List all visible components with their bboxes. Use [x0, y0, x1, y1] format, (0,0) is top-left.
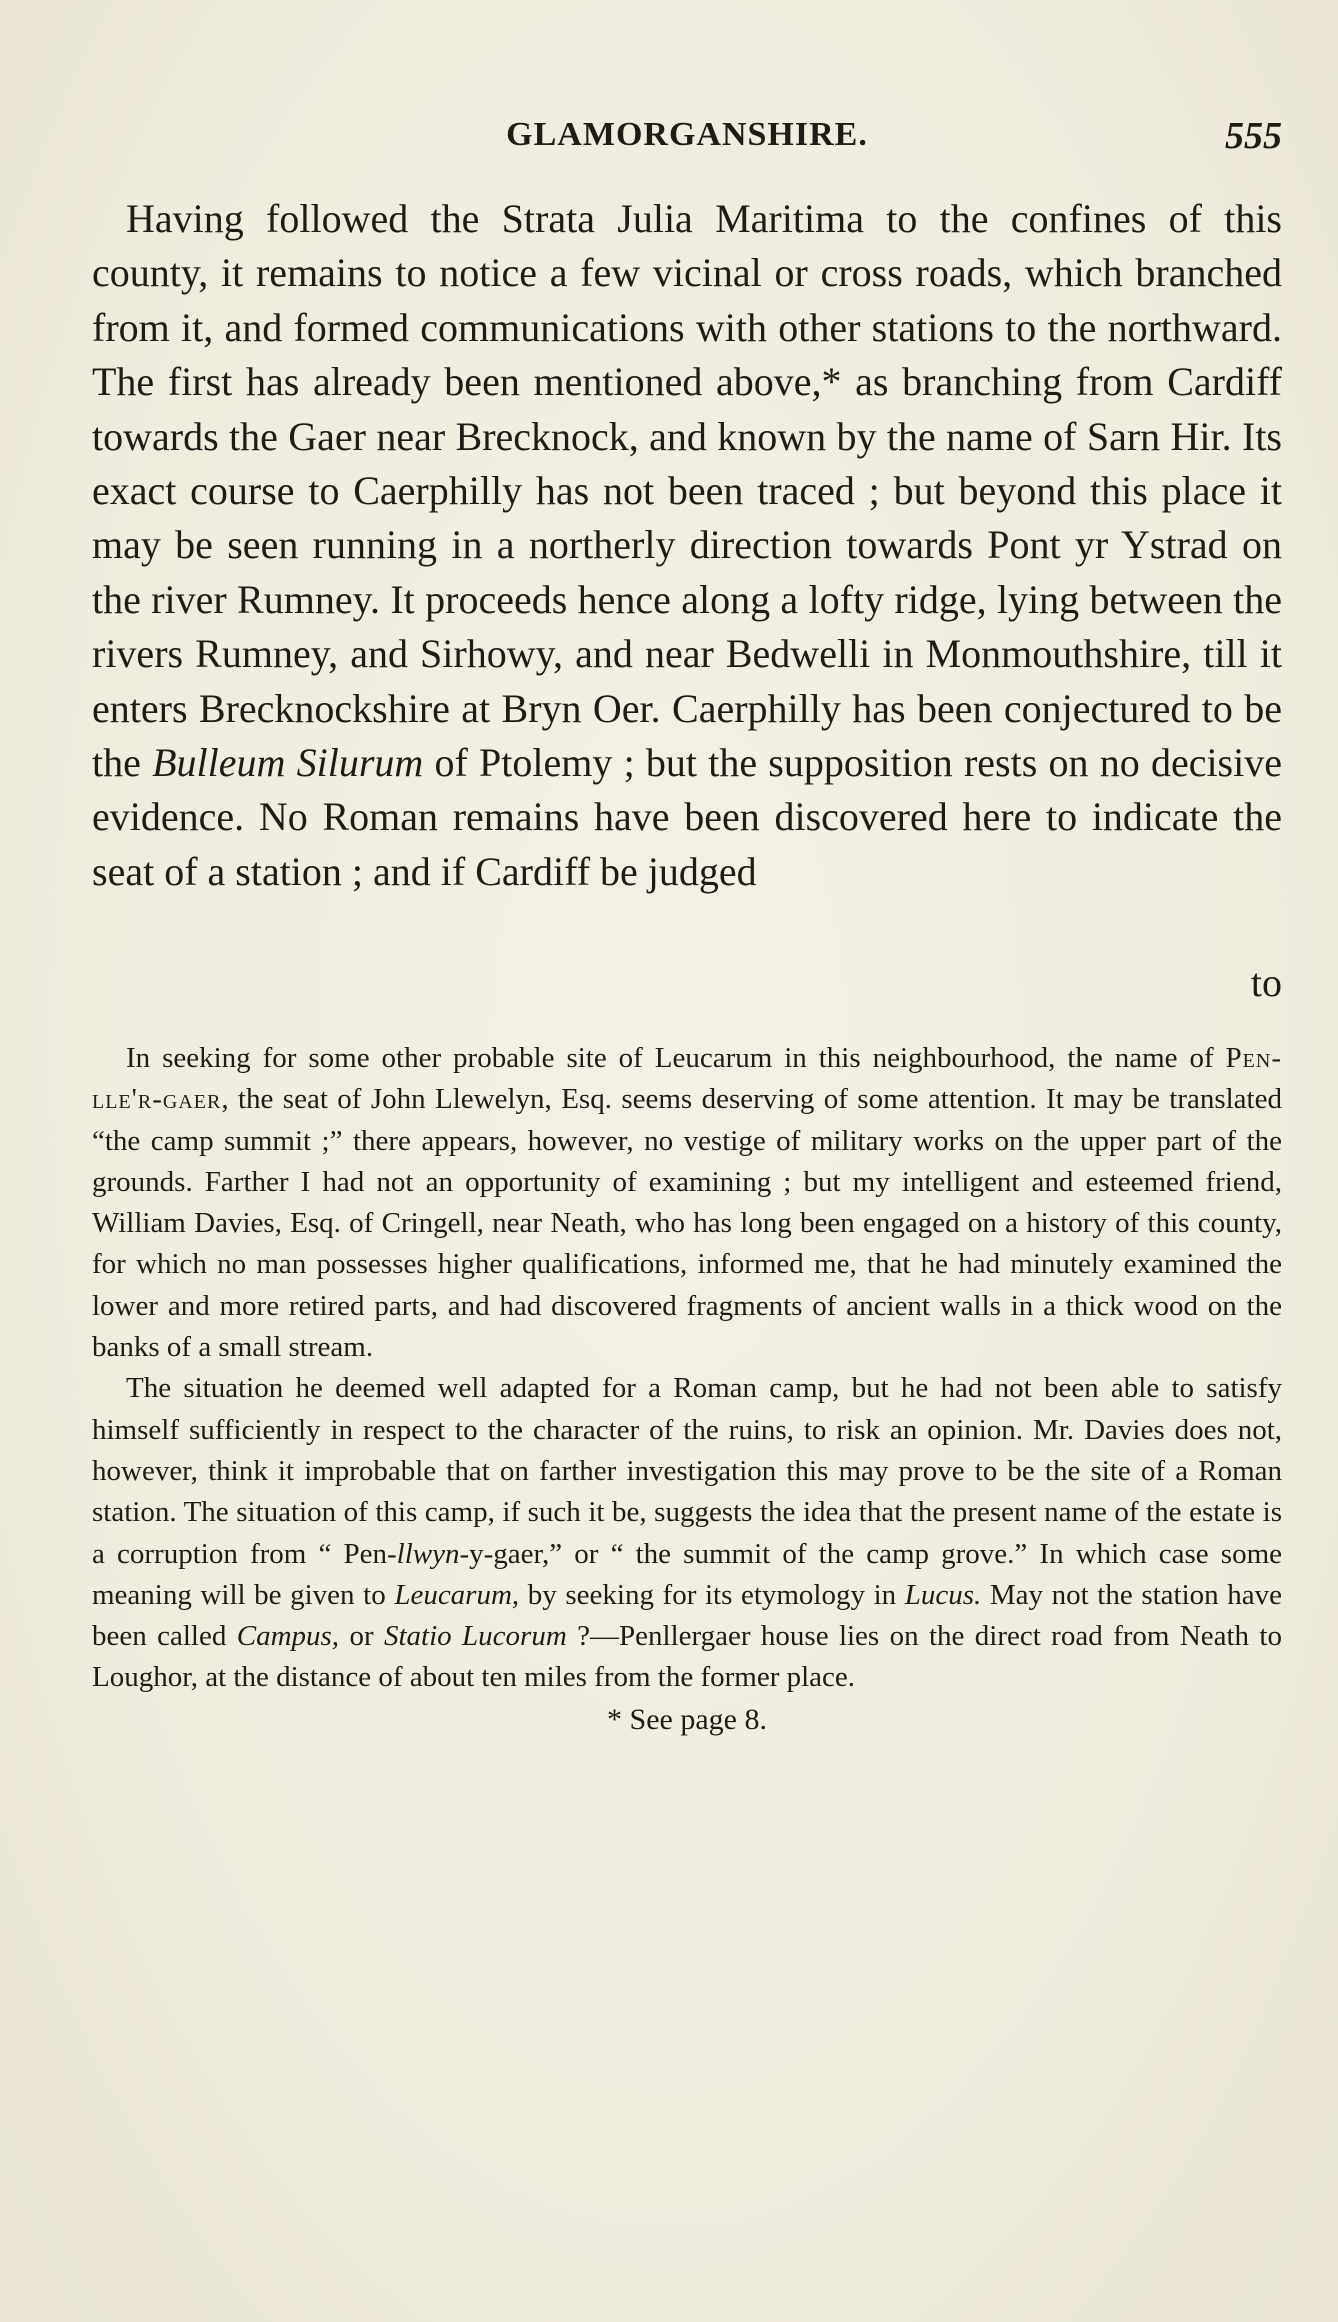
page-header: [92, 112, 1282, 162]
italic-run-bulleum-silurum: Bulleum Silurum: [152, 740, 424, 786]
text-run: The situation he deemed well adapted for a Roman camp, but he had not been able to satisfy himself sufficiently in respect to the character of the ruins, to risk an opinion. Mr. Davies does not, however, think it improbable that on farther investigation this may prove to be the site of a Roman station. The situation of this camp, if such it be, suggests the idea that the present name of the estate is a corruption from “ Pen-: [92, 1372, 1282, 1570]
footnote-reference: * See page 8.: [607, 1702, 767, 1736]
main-paragraph: [92, 192, 1282, 899]
text-run: of Ptolemy ; but the supposition rests on no decisive evidence. No Roman remains have been discovered here to indicate the seat of a station ; and if Cardiff be judged: [92, 740, 1282, 894]
text-run: -y-gaer,” or “ the summit of the camp grove.” In which case some meaning will be given to: [92, 1537, 1282, 1611]
small-caps-run: Pen-lle'r-gaer: [92, 1042, 1282, 1116]
text-run: or: [339, 1620, 384, 1653]
italic-run: llwyn: [396, 1537, 460, 1570]
text-run: by seeking for its etymology in: [519, 1578, 905, 1611]
footnote-paragraph: [92, 1368, 1282, 1698]
text-run: May not the station have been called: [92, 1578, 1282, 1653]
text-run: Having followed the Strata Julia Maritima to the confines of this county, it remains to notice a few vicinal or cross roads, which branched from it, and formed communications with other stations to the northward. The first has already been mentioned above,* as branching from Cardiff towards the Gaer near Brecknock, and known by the name of Sarn Hir. Its exact course to Caerphilly has not been traced ; but beyond this place it may be seen running in a northerly direction towards Pont yr Ystrad on the river Rumney. It proceeds hence along a lofty ridge, lying between the rivers Rumney, and Sirhowy, and near Bedwelli in Monmouthshire, till it enters Brecknockshire at Bryn Oer. Caerphilly has been conjectured to be the: [92, 196, 1282, 786]
italic-run: Lucus.: [904, 1578, 982, 1611]
text-run: , the seat of John Llewelyn, Esq. seems deserving of some attention. It may be translated “the camp summit ;” there appears, however, no vestige of military works on the upper part of the grounds. Farther I had not an opportunity of examining ; but my intelligent and esteemed friend, William Davies, Esq. of Cringell, near Neath, who has long been engaged on a history of this county, for which no man possesses higher qualifications, informed me, that he had minutely examined the lower and more retired parts, and had discovered fragments of ancient walls in a thick wood on the banks of a small stream.: [92, 1083, 1282, 1364]
main-text: [92, 192, 1282, 899]
italic-run: Leucarum,: [394, 1578, 520, 1611]
catchword: to: [1250, 960, 1282, 1005]
italic-run: Statio Lucorum: [383, 1620, 567, 1653]
footnotes: [92, 1038, 1282, 1740]
footnote-paragraph: [92, 1038, 1282, 1368]
running-head: GLAMORGANSHIRE.: [506, 116, 868, 153]
text-run: In seeking for some other probable site of Leucarum in this neighbourhood, the name of: [126, 1042, 1226, 1074]
text-run: ?—Penllergaer house lies on the direct road from Neath to Loughor, at the distance of about ten miles from the former place.: [92, 1620, 1282, 1694]
page-number: 555: [1225, 115, 1282, 157]
italic-run: Campus,: [236, 1620, 340, 1653]
